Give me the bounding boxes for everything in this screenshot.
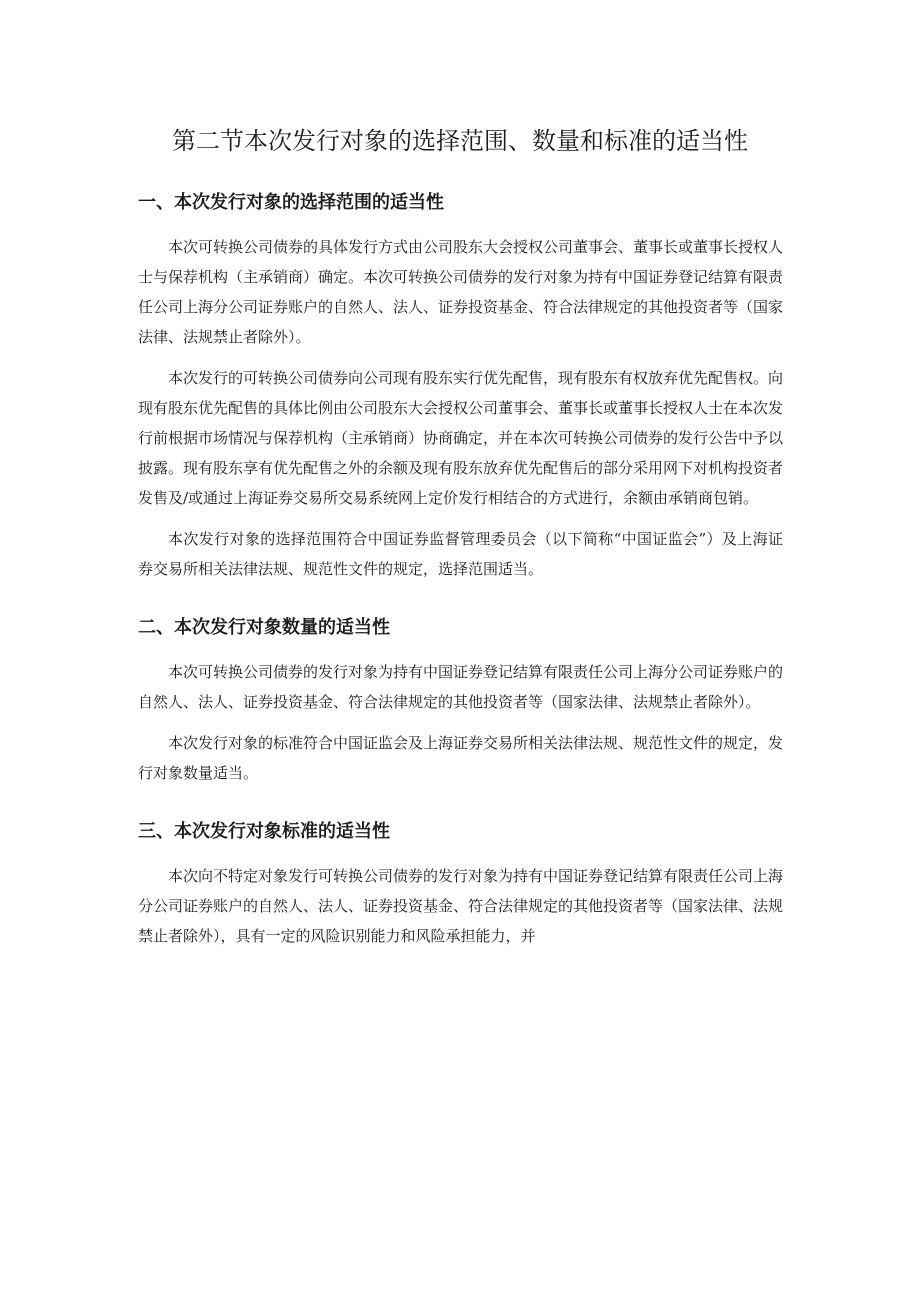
- section-3: [138, 817, 783, 951]
- section-heading: 二、本次发行对象数量的适当性: [138, 617, 390, 638]
- paragraph: 本次可转换公司债券的发行对象为持有中国证券登记结算有限责任公司上海分公司证券账户的自然人、法人、证券投资基金、符合法律规定的其他投资者等（国家法律、法规禁止者除外）。: [138, 663, 784, 711]
- paragraph: 本次向不特定对象发行可转换公司债券的发行对象为持有中国证券登记结算有限责任公司上海分公司证券账户的自然人、法人、证券投资基金、符合法律规定的其他投资者等（国家法律、法规禁止者除外），具有一定的风险识别能力和风险承担能力，并: [138, 867, 784, 945]
- section-heading: 一、本次发行对象的选择范围的适当性: [138, 192, 444, 213]
- document-body: [138, 188, 783, 962]
- paragraph: 本次发行的可转换公司债券向公司现有股东实行优先配售，现有股东有权放弃优先配售权。向现有股东优先配售的具体比例由公司股东大会授权公司董事会、董事长或董事长授权人士在本次发行前根据市场情况与保荐机构（主承销商）协商确定，并在本次可转换公司债券的发行公告中予以披露。现有股东享有优先配售之外的余额及现有股东放弃优先配售后的部分采用网下对机构投资者发售及/或通过上海证券交易所交易系统网上定价发行相结合的方式进行，余额由承销商包销。: [138, 369, 784, 507]
- section-heading: 三、本次发行对象标准的适当性: [138, 821, 390, 842]
- section-1: [138, 188, 783, 584]
- page-title: 第二节本次发行对象的选择范围、数量和标准的适当性: [172, 127, 748, 155]
- paragraph: 本次发行对象的选择范围符合中国证券监督管理委员会（以下简称“中国证监会”）及上海证券交易所相关法律法规、规范性文件的规定，选择范围适当。: [138, 530, 783, 578]
- section-2: [138, 613, 783, 788]
- section-spacer: [138, 799, 783, 817]
- paragraph: 本次发行对象的标准符合中国证监会及上海证券交易所相关法律法规、规范性文件的规定，发行对象数量适当。: [138, 734, 784, 782]
- section-spacer: [138, 595, 783, 613]
- paragraph: 本次可转换公司债券的具体发行方式由公司股东大会授权公司董事会、董事长或董事长授权人士与保荐机构（主承销商）确定。本次可转换公司债券的发行对象为持有中国证券登记结算有限责任公司上海分公司证券账户的自然人、法人、证券投资基金、符合法律规定的其他投资者等（国家法律、法规禁止者除外）。: [138, 238, 784, 346]
